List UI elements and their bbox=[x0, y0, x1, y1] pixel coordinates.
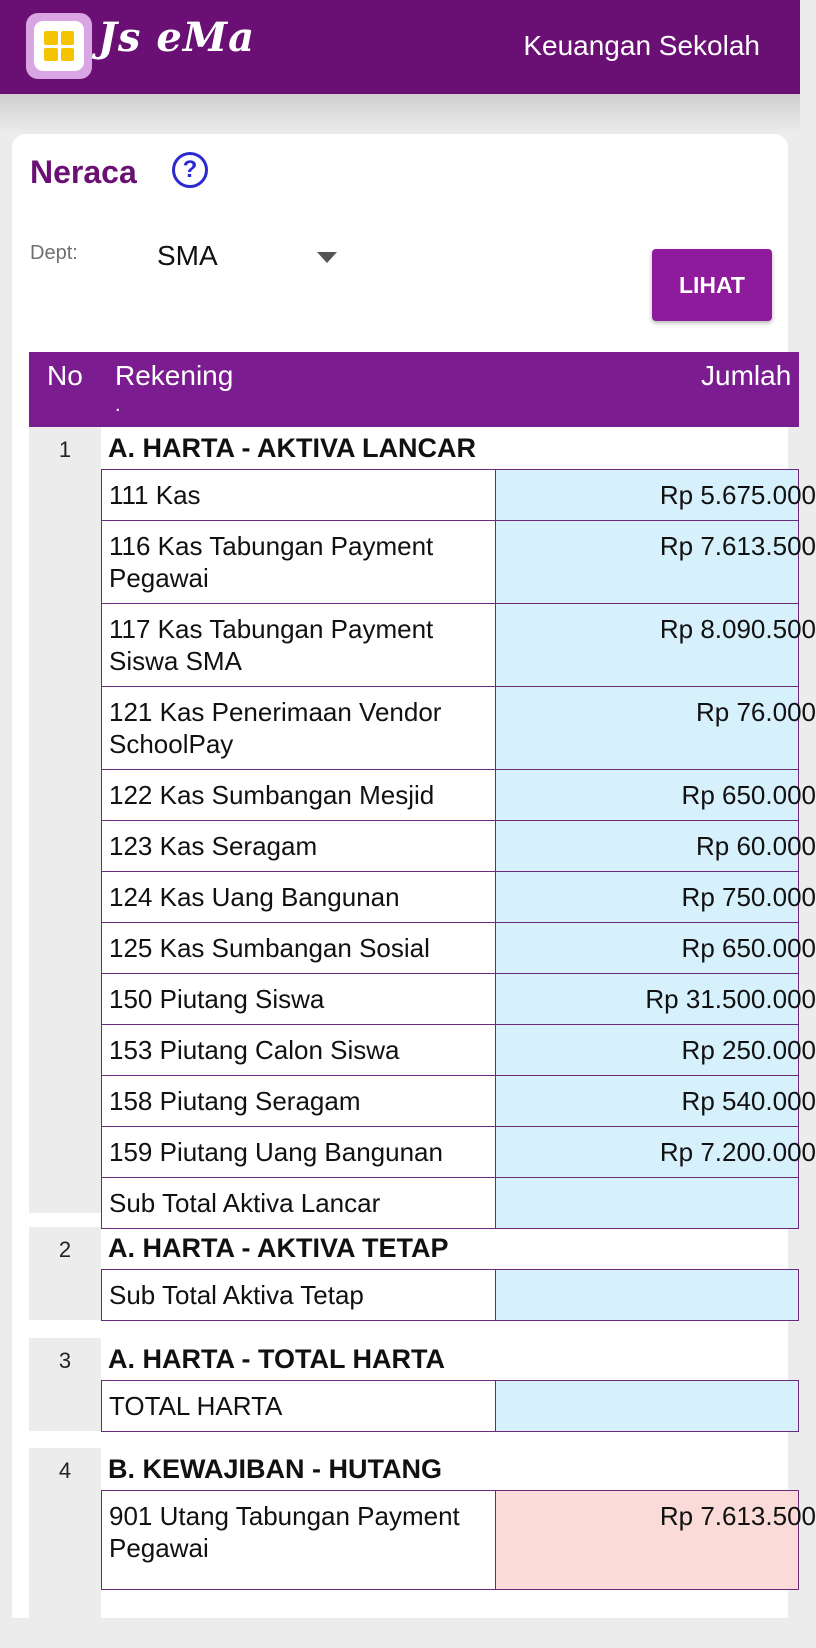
amount-cell bbox=[496, 470, 816, 520]
account-name: 111 Kas bbox=[102, 470, 496, 520]
amount-cell bbox=[496, 872, 816, 922]
account-name: 158 Piutang Seragam bbox=[102, 1076, 496, 1126]
section-number: 2 bbox=[58, 1237, 72, 1262]
table-header bbox=[29, 352, 799, 427]
account-name: 124 Kas Uang Bangunan bbox=[102, 872, 496, 922]
app-bar bbox=[0, 0, 800, 94]
account-name: 117 Kas Tabungan Payment Siswa SMA bbox=[102, 604, 496, 686]
amount-cell bbox=[496, 604, 816, 686]
section-number: 4 bbox=[58, 1458, 72, 1483]
amount-cell bbox=[496, 1127, 816, 1177]
app-title: Keuangan Sekolah bbox=[523, 30, 760, 61]
table-row[interactable] bbox=[101, 1126, 816, 1178]
no-column bbox=[29, 1448, 101, 1648]
content-card bbox=[12, 134, 816, 1618]
dept-select[interactable] bbox=[157, 238, 347, 278]
account-name: 901 Utang Tabungan Payment Pegawai bbox=[102, 1491, 496, 1589]
grid-icon bbox=[44, 31, 74, 61]
table-row[interactable] bbox=[101, 973, 816, 1025]
amount-value: Rp 650.000 bbox=[681, 780, 816, 810]
amount-cell bbox=[496, 1025, 816, 1075]
subtotal-row[interactable] bbox=[101, 1177, 799, 1229]
brand-name: Js eMa bbox=[98, 14, 256, 61]
app-logo[interactable] bbox=[26, 13, 92, 79]
amount-value: Rp 76.000 bbox=[696, 697, 816, 727]
account-name: Sub Total Aktiva Lancar bbox=[102, 1178, 496, 1228]
logo-inner bbox=[34, 21, 84, 71]
page-title: Neraca bbox=[30, 154, 137, 190]
amount-cell bbox=[496, 770, 816, 820]
section-title: A. HARTA - AKTIVA TETAP bbox=[108, 1233, 449, 1263]
no-column bbox=[29, 427, 101, 1213]
table-row[interactable] bbox=[101, 922, 816, 974]
section-number: 3 bbox=[58, 1348, 72, 1373]
table-row[interactable] bbox=[101, 469, 816, 521]
amount-value: Rp 650.000 bbox=[681, 933, 816, 963]
account-name: Sub Total Aktiva Tetap bbox=[102, 1270, 496, 1320]
account-name: 122 Kas Sumbangan Mesjid bbox=[102, 770, 496, 820]
amount-cell bbox=[496, 687, 816, 769]
amount-cell bbox=[496, 821, 816, 871]
account-name: 125 Kas Sumbangan Sosial bbox=[102, 923, 496, 973]
amount-value: Rp 750.000 bbox=[681, 882, 816, 912]
account-name: 116 Kas Tabungan Payment Pegawai bbox=[102, 521, 496, 603]
account-name: 123 Kas Seragam bbox=[102, 821, 496, 871]
section-title: B. KEWAJIBAN - HUTANG bbox=[108, 1454, 442, 1484]
account-name: 121 Kas Penerimaan Vendor SchoolPay bbox=[102, 687, 496, 769]
amount-value: Rp 31.500.000 bbox=[645, 984, 816, 1014]
amount-value: Rp 8.090.500 bbox=[659, 614, 816, 644]
section-aktiva-lancar bbox=[29, 427, 816, 1218]
dept-selected-value: SMA bbox=[157, 240, 218, 271]
header-no: No bbox=[47, 360, 83, 391]
section-total-harta bbox=[29, 1338, 799, 1431]
table-row[interactable] bbox=[101, 1490, 816, 1590]
no-column bbox=[29, 1227, 101, 1320]
amount-value: Rp 540.000 bbox=[681, 1086, 816, 1116]
table-row[interactable] bbox=[101, 520, 816, 604]
amount-value: Rp 7.613.500 bbox=[659, 1501, 816, 1531]
account-name: TOTAL HARTA bbox=[102, 1381, 496, 1431]
section-title: A. HARTA - TOTAL HARTA bbox=[108, 1344, 445, 1374]
table-row[interactable] bbox=[101, 871, 816, 923]
dept-label: Dept: bbox=[30, 242, 78, 264]
amount-cell bbox=[496, 1076, 816, 1126]
table-row[interactable] bbox=[101, 769, 816, 821]
amount-value: Rp 7.613.500 bbox=[659, 531, 816, 561]
header-rekening-dot: . bbox=[115, 394, 121, 416]
table-row[interactable] bbox=[101, 820, 816, 872]
amount-cell bbox=[496, 1381, 798, 1431]
header-shadow bbox=[0, 94, 800, 134]
amount-cell bbox=[496, 521, 816, 603]
amount-cell bbox=[496, 1270, 798, 1320]
subtotal-row[interactable] bbox=[101, 1269, 799, 1321]
amount-cell bbox=[496, 1491, 816, 1589]
amount-value: Rp 250.000 bbox=[681, 1035, 816, 1065]
section-aktiva-tetap bbox=[29, 1227, 799, 1320]
no-column bbox=[29, 1338, 101, 1431]
account-name: 150 Piutang Siswa bbox=[102, 974, 496, 1024]
amount-value: Rp 5.675.000 bbox=[659, 480, 816, 510]
section-number: 1 bbox=[58, 437, 72, 462]
header-jumlah: Jumlah bbox=[701, 360, 792, 391]
account-name: 159 Piutang Uang Bangunan bbox=[102, 1127, 496, 1177]
table-row[interactable] bbox=[101, 686, 816, 770]
amount-cell bbox=[496, 974, 816, 1024]
header-rekening: Rekening bbox=[115, 360, 234, 391]
help-icon[interactable]: ? bbox=[172, 152, 208, 188]
table-row[interactable] bbox=[101, 1024, 816, 1076]
total-row[interactable] bbox=[101, 1380, 799, 1432]
lihat-button[interactable]: LIHAT bbox=[652, 249, 772, 321]
caret-down-icon bbox=[317, 252, 337, 263]
table-row[interactable] bbox=[101, 603, 816, 687]
amount-value: Rp 60.000 bbox=[696, 831, 816, 861]
section-title: A. HARTA - AKTIVA LANCAR bbox=[108, 433, 476, 463]
table-row[interactable] bbox=[101, 1075, 816, 1127]
amount-cell bbox=[496, 1178, 798, 1228]
amount-value: Rp 7.200.000 bbox=[659, 1137, 816, 1167]
amount-cell bbox=[496, 923, 816, 973]
account-name: 153 Piutang Calon Siswa bbox=[102, 1025, 496, 1075]
section-kewajiban-hutang bbox=[29, 1448, 816, 1648]
